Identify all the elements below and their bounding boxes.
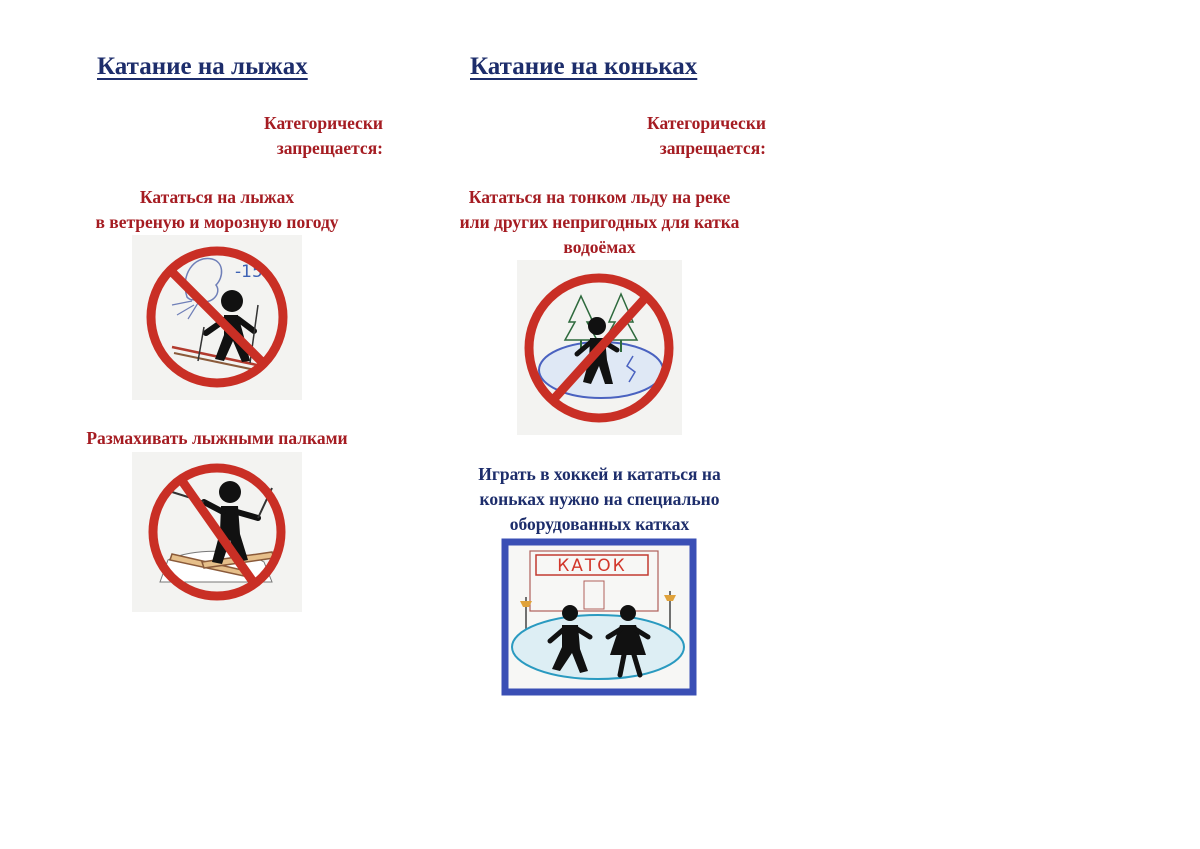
ski-warning-line1: Категорически <box>264 113 383 133</box>
no-skiing-in-cold-wind-sign <box>132 235 302 400</box>
ski-rule1-line1: Кататься на лыжах <box>139 187 295 207</box>
skate-rule1-line2: или других непригодных для катка <box>459 212 740 232</box>
no-skiing-cold-illustration <box>132 235 302 400</box>
skate-allowed-line2: коньках нужно на специально <box>479 489 720 509</box>
rink-sign-label: КАТОК <box>557 556 627 576</box>
ski-section-title: Катание на лыжах <box>97 53 308 80</box>
skate-rule1-line3: водоёмах <box>563 237 636 257</box>
skate-warning-heading <box>647 111 766 161</box>
ski-warning-line2: запрещается: <box>276 138 383 158</box>
ski-rule2-caption: Размахивать лыжными палками <box>86 428 348 448</box>
no-thin-ice-illustration <box>517 260 682 435</box>
no-swinging-poles-sign <box>132 452 302 612</box>
no-swinging-poles-illustration <box>132 452 302 612</box>
skate-warning-line1: Категорически <box>647 113 766 133</box>
ski-rule1-line2: в ветреную и морозную погоду <box>95 212 339 232</box>
skate-rule1-line1: Кататься на тонком льду на реке <box>468 187 731 207</box>
skate-rule1-caption <box>418 185 781 260</box>
skating-rink-illustration <box>500 537 698 697</box>
no-thin-ice-skating-sign <box>517 260 682 435</box>
ski-warning-heading <box>264 111 383 161</box>
skate-allowed-caption <box>418 462 781 537</box>
skate-section-title: Катание на коньках <box>470 53 698 80</box>
ski-rule1-caption <box>67 185 367 235</box>
skate-allowed-line3: оборудованных катках <box>509 514 690 534</box>
skate-allowed-line1: Играть в хоккей и кататься на <box>478 464 721 484</box>
temperature-label: -15 <box>235 262 263 282</box>
skate-warning-line2: запрещается: <box>659 138 766 158</box>
skating-rink-sign <box>500 537 698 697</box>
